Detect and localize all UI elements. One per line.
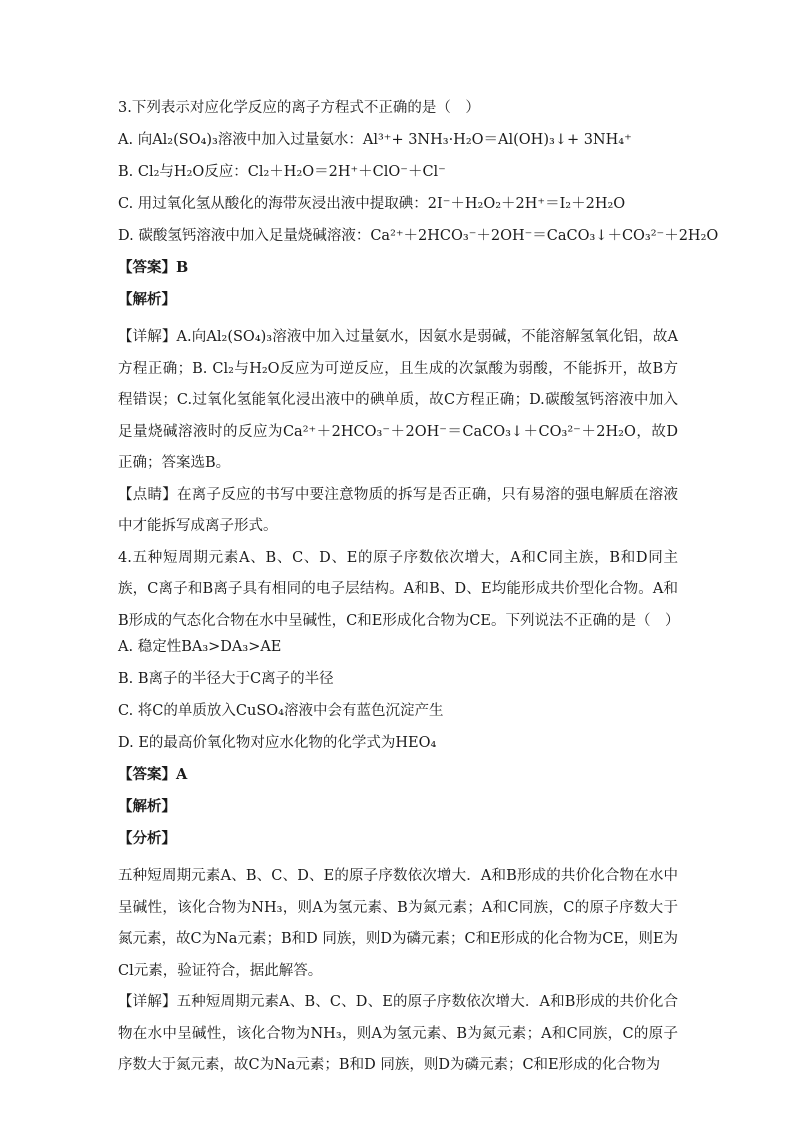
q3-answer: 【答案】B xyxy=(118,259,189,276)
q4-option-c: C. 将C的单质放入CuSO₄溶液中会有蓝色沉淀产生 xyxy=(118,703,444,719)
q3-option-c: C. 用过氧化氢从酸化的海带灰浸出液中提取碘：2I⁻＋H₂O₂＋2H⁺＝I₂＋2H₂O xyxy=(118,196,626,212)
q3-comment: 【点睛】在离子反应的书写中要注意物质的拆写是否正确，只有易溶的强电解质在溶液中才能拆写成离子形式。 xyxy=(118,486,678,534)
q4-option-d: D. E的最高价氧化物对应水化物的化学式为HEO₄ xyxy=(118,735,437,751)
q4-fenxi-tag: 【分析】 xyxy=(118,830,176,847)
q3-option-d: D. 碳酸氢钙溶液中加入足量烧碱溶液：Ca²⁺＋2HCO₃⁻＋2OH⁻＝CaCO₃↓＋CO₃²⁻＋2H₂O xyxy=(118,228,719,244)
q4-answer: 【答案】A xyxy=(118,766,188,783)
q4-stem: 4.五种短周期元素A、B、C、D、E的原子序数依次增大，A和C同主族，B和D同主族，C离子和B离子具有相同的电子层结构。A和B、D、E均能形成共价型化合物。A和B形成的气态化合物在水中呈碱性，C和E形成化合物为CE。下列说法不正确的是（ ） xyxy=(118,549,680,629)
q4-option-a: A. 稳定性BA₃>DA₃>AE xyxy=(118,639,282,655)
document-page xyxy=(118,98,719,1082)
q3-option-b: B. Cl₂与H₂O反应：Cl₂＋H₂O＝2H⁺＋ClO⁻＋Cl⁻ xyxy=(118,164,446,180)
q3-option-a: A. 向Al₂(SO₄)₃溶液中加入过量氨水：Al³⁺+ 3NH₃·H₂O＝Al(OH)₃↓+ 3NH₄⁺ xyxy=(118,132,632,148)
q4-fenxi: 五种短周期元素A、B、C、D、E的原子序数依次增大．A和B形成的共价化合物在水中呈碱性，该化合物为NH₃，则A为氢元素、B为氮元素；A和C同族，C的原子序数大于氮元素，故C为Na元素；B和D 同族，则D为磷元素；C和E形成的化合物为CE，则E为Cl元素，验证符合，据此解答。 xyxy=(118,868,678,979)
q4-analysis-tag: 【解析】 xyxy=(118,798,176,815)
q3-stem: 3.下列表示对应化学反应的离子方程式不正确的是（ ） xyxy=(118,100,480,116)
q4-detail: 【详解】五种短周期元素A、B、C、D、E的原子序数依次增大．A和B形成的共价化合物在水中呈碱性，该化合物为NH₃，则A为氢元素、B为氮元素；A和C同族，C的原子序数大于氮元素，故C为Na元素；B和D 同族，则D为磷元素；C和E形成的化合物为 xyxy=(118,994,678,1073)
q3-analysis-tag: 【解析】 xyxy=(118,291,176,308)
q4-option-b: B. B离子的半径大于C离子的半径 xyxy=(118,671,334,687)
q3-detail: 【详解】A.向Al₂(SO₄)₃溶液中加入过量氨水，因氨水是弱碱，不能溶解氢氧化铝，故A方程正确；B. Cl₂与H₂O反应为可逆反应，且生成的次氯酸为弱酸，不能拆开，故B方程错误；C.过氧化氢能氧化浸出液中的碘单质，故C方程正确；D.碳酸氢钙溶液中加入足量烧碱溶液时的反应为Ca²⁺＋2HCO₃⁻＋2OH⁻＝CaCO₃↓＋CO₃²⁻＋2H₂O，故D正确；答案选B。 xyxy=(118,329,678,471)
